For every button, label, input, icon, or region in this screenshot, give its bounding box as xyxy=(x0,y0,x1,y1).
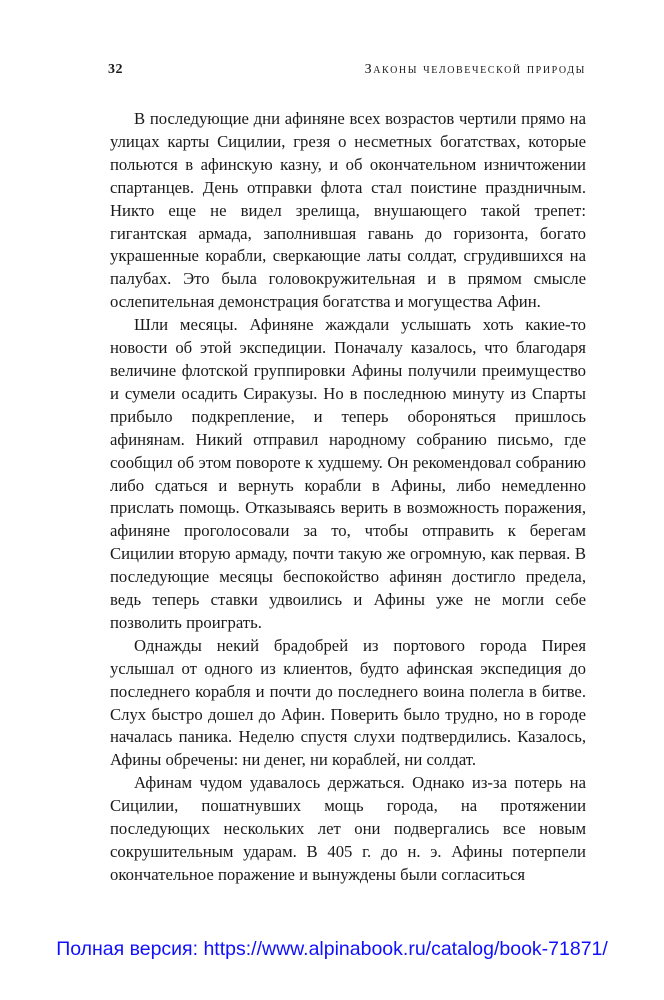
full-version-link[interactable]: Полная версия: https://www.alpinabook.ru/catalog/book-71871/ xyxy=(56,938,608,960)
page-header xyxy=(108,62,586,82)
paragraph-3: Однажды некий брадобрей из портового города Пирея услышал от одного из клиентов, будто афинская экспедиция до последнего корабля и почти до последнего воина полегла в битве. Слух быстро дошел до Афин. Поверить было трудно, но в городе началась паника. Неделю спустя слухи подтвердились. Казалось, Афины обречены: ни денег, ни кораблей, ни солдат. xyxy=(110,635,586,770)
paragraph-2: Шли месяцы. Афиняне жаждали услышать хоть какие-то новости об этой экспедиции. Поначалу казалось, что благодаря величине флотской группировки Афины получили преимущество и сумели осадить Сиракузы. Но в последнюю минуту из Спарты прибыло подкрепление, и теперь обороняться пришлось афинянам. Никий отправил народному собранию письмо, где сообщил об этом повороте к худшему. Он рекомендовал собранию либо сдаться и вернуть корабли в Афины, либо немедленно прислать помощь. Отказываясь верить в возможность поражения, афиняне проголосовали за то, чтобы отправить к берегам Сицилии вторую армаду, почти такую же огромную, как первая. В последующие месяцы беспокойство афинян достигло предела, ведь теперь ставки удвоились и Афины уже не могли себе позволить проиграть. xyxy=(110,315,586,632)
running-title: Законы человеческой природы xyxy=(364,62,586,77)
paragraph-1: В последующие дни афиняне всех возрастов чертили прямо на улицах карты Сицилии, грезя о несметных богатствах, которые польются в афинскую казну, и об окончательном изничтожении спартанцев. День отправки флота стал поистине праздничным. Никто еще не видел зрелища, внушающего такой трепет: гигантская армада, заполнившая гавань до горизонта, богато украшенные корабли, сверкающие латы солдат, сгрудившихся на палубах. Это была головокружительная и в прямом смысле ослепительная демонстрация богатства и могущества Афин. xyxy=(110,109,586,312)
paragraph-4: Афинам чудом удавалось держаться. Однако из-за потерь на Сицилии, пошатнувших мощь города, на протяжении последующих нескольких лет они подвергались все новым сокрушительным ударам. В 405 г. до н. э. Афины потерпели окончательное поражение и вынуждены были согласиться xyxy=(110,773,586,884)
page-number: 32 xyxy=(108,62,123,77)
body-text xyxy=(110,108,586,887)
